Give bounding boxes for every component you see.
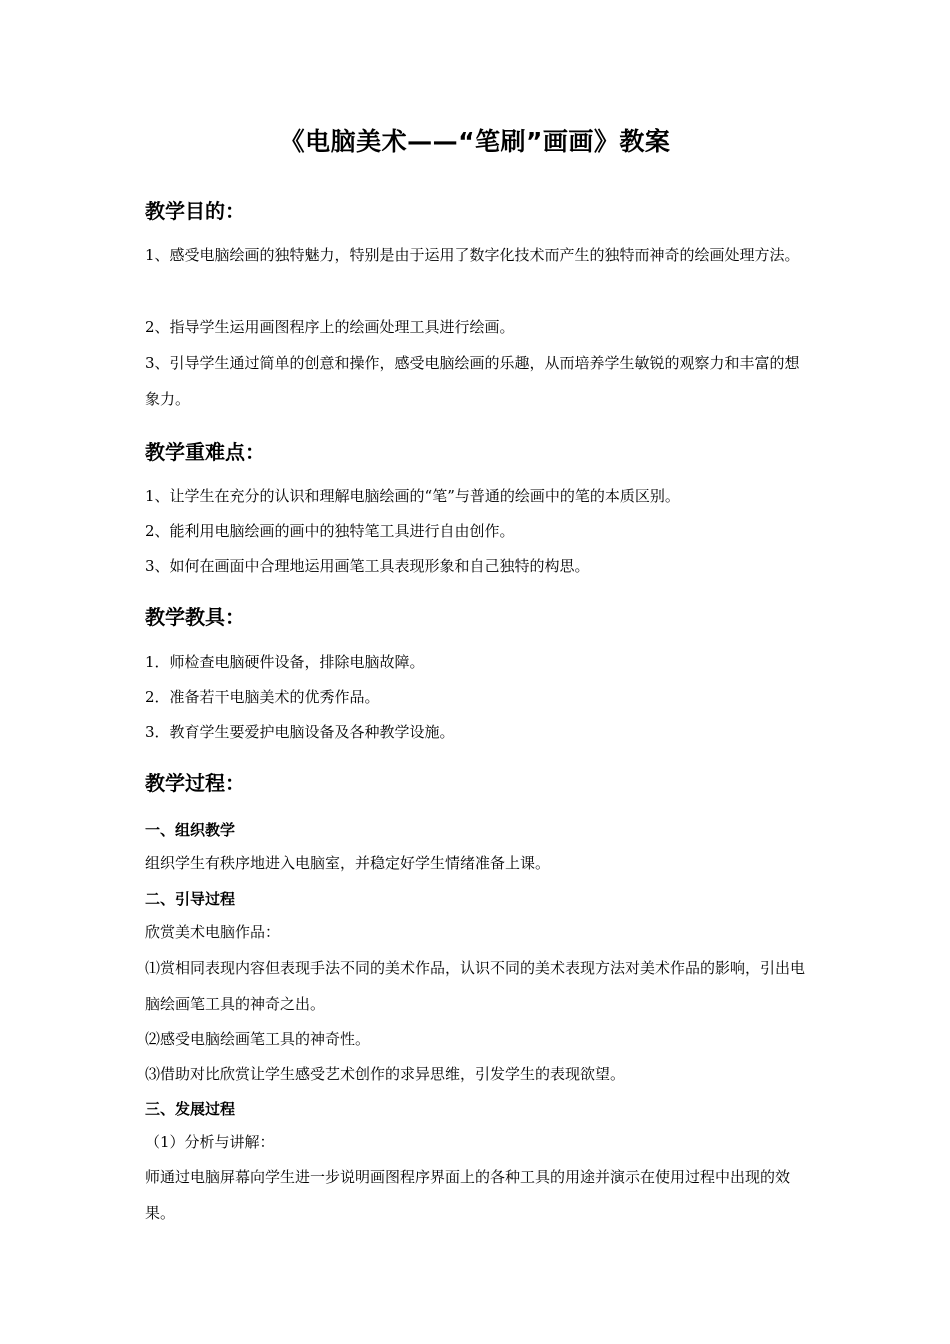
step3-title: 三、发展过程	[145, 1100, 236, 1118]
step2-item-1: ⑴赏相同表现内容但表现手法不同的美术作品，认识不同的美术表现方法对美术作品的影响，引出电脑绘画笔工具的神奇之出。	[145, 959, 806, 1013]
tool-item-3: 3．教育学生要爱护电脑设备及各种教学设施。	[145, 723, 455, 741]
objective-item-3: 3、引导学生通过简单的创意和操作，感受电脑绘画的乐趣，从而培养学生敏锐的观察力和丰富的想象力。	[145, 354, 800, 408]
step1-text: 组织学生有秩序地进入电脑室，并稳定好学生情绪准备上课。	[145, 854, 551, 872]
step2-item-3: ⑶借助对比欣赏让学生感受艺术创作的求异思维，引发学生的表现欲望。	[145, 1065, 626, 1083]
objective-item-2: 2、指导学生运用画图程序上的绘画处理工具进行绘画。	[145, 318, 515, 336]
key-point-item-2: 2、能利用电脑绘画的画中的独特笔工具进行自由创作。	[145, 522, 515, 540]
tool-item-1: 1．师检查电脑硬件设备，排除电脑故障。	[145, 653, 425, 671]
step3-sub: （1）分析与讲解：	[145, 1133, 275, 1151]
objective-item-1: 1、感受电脑绘画的独特魅力，特别是由于运用了数字化技术而产生的独特而神奇的绘画处理方法。	[145, 246, 800, 264]
step2-item-2: ⑵感受电脑绘画笔工具的神奇性。	[145, 1030, 371, 1048]
key-points-heading: 教学重难点：	[145, 440, 265, 464]
tools-heading: 教学教具：	[145, 605, 245, 629]
step1-title: 一、组织教学	[145, 821, 236, 839]
step2-title: 二、引导过程	[145, 890, 236, 908]
document-title: 《电脑美术——“笔刷”画画》教案	[279, 127, 671, 156]
key-point-item-3: 3、如何在画面中合理地运用画笔工具表现形象和自己独特的构思。	[145, 557, 590, 575]
objectives-heading: 教学目的：	[145, 199, 245, 223]
process-heading: 教学过程：	[145, 771, 245, 795]
key-point-item-1: 1、让学生在充分的认识和理解电脑绘画的“笔”与普通的绘画中的笔的本质区别。	[145, 487, 680, 505]
step3-text: 师通过电脑屏幕向学生进一步说明画图程序界面上的各种工具的用途并演示在使用过程中出现的效果。	[145, 1168, 791, 1222]
step2-intro: 欣赏美术电脑作品：	[145, 923, 281, 941]
tool-item-2: 2．准备若干电脑美术的优秀作品。	[145, 688, 380, 706]
